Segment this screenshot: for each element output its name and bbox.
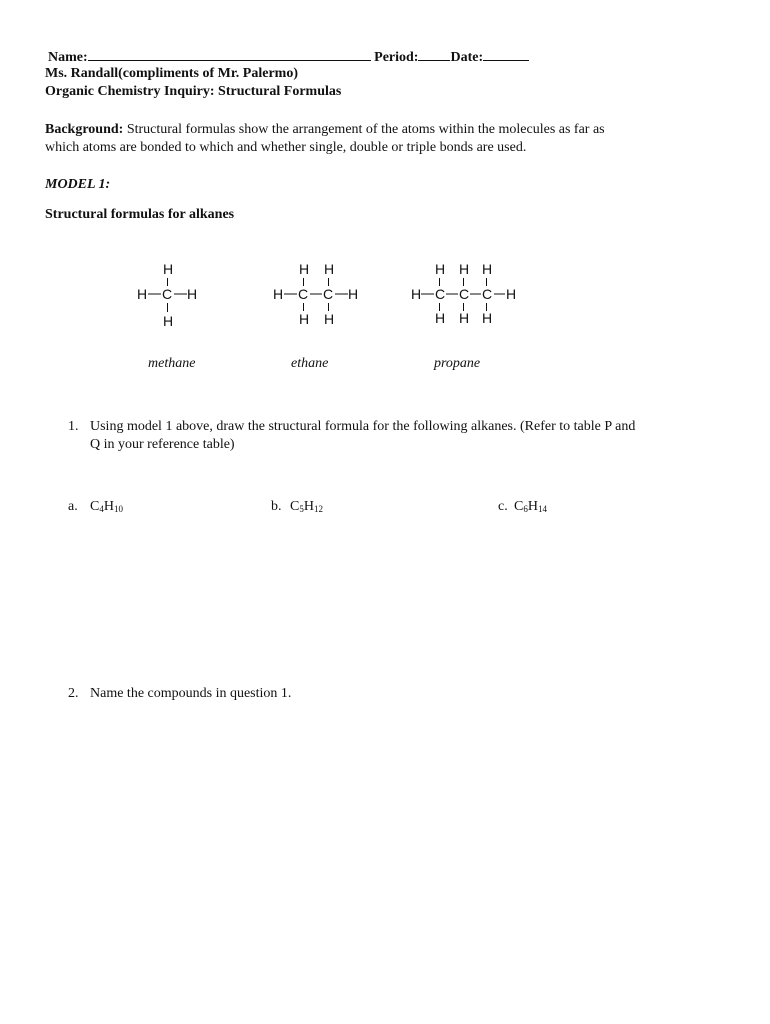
atom-h: H [506,286,517,302]
period-blank[interactable] [418,47,450,61]
atom-h: H [273,286,284,302]
atom-h: H [163,261,174,277]
item-c-formula: $C_6H_{14}$ [514,499,547,514]
question-1-line1 [68,418,635,436]
atom-h: H [324,261,335,277]
propane-structure [411,261,516,326]
item-b-formula: $C_5H_{12}$ [290,499,323,514]
item-a-formula: $C_4H_{10}$ [90,499,123,514]
name-blank[interactable] [88,47,371,61]
atom-c: C [459,286,470,302]
question-2 [68,685,291,703]
question-2-text: Name the compounds in question 1. [90,686,292,701]
atom-c: C [162,286,173,302]
item-b-letter: b. [271,499,282,514]
atom-h: H [299,311,310,327]
atom-h: H [482,261,493,277]
question-1-text: Using model 1 above, draw the structural formula for the following alkanes. (Refer to table P and [90,419,636,434]
date-label: Date: [450,50,484,65]
item-c-letter: c. [498,499,508,514]
background-paragraph-line2: which atoms are bonded to which and whether single, double or triple bonds are used. [45,140,527,155]
teacher-line: Ms. Randall(compliments of Mr. Palermo) [45,66,298,81]
model-subheading: Structural formulas for alkanes [45,207,235,222]
date-blank[interactable] [483,47,529,61]
methane-label: methane [148,356,196,371]
methane-structure [137,261,197,329]
period-label: Period: [374,50,419,65]
question-2-number: 2. [68,686,79,701]
propane-label: propane [434,356,481,371]
atom-h: H [482,310,493,326]
atom-h: H [137,286,148,302]
atom-h: H [187,286,198,302]
background-label: Background: [45,122,124,137]
atom-c: C [298,286,309,302]
atom-c: C [482,286,493,302]
atom-h: H [299,261,310,277]
item-a-letter: a. [68,499,78,514]
item-c [498,498,547,518]
background-text-1: Structural formulas show the arrangement of the atoms within the molecules as far as [123,122,605,137]
ethane-label: ethane [291,356,329,371]
background-paragraph-line1 [45,121,605,139]
atom-c: C [323,286,334,302]
atom-c: C [435,286,446,302]
atom-h: H [459,261,470,277]
atom-h: H [459,310,470,326]
atom-h: H [411,286,422,302]
ethane-structure [273,261,358,327]
structural-formulas-diagram [0,250,770,340]
model-heading: MODEL 1: [45,177,111,192]
page-title: Organic Chemistry Inquiry: Structural Formulas [45,84,342,99]
atom-h: H [435,261,446,277]
atom-h: H [324,311,335,327]
question-1-line2: Q in your reference table) [90,437,235,452]
student-info-line [48,47,529,67]
atom-h: H [435,310,446,326]
question-1-number: 1. [68,419,79,434]
item-b [271,498,323,518]
atom-h: H [163,313,174,329]
name-label: Name: [48,50,88,65]
atom-h: H [348,286,359,302]
item-a [68,498,123,518]
